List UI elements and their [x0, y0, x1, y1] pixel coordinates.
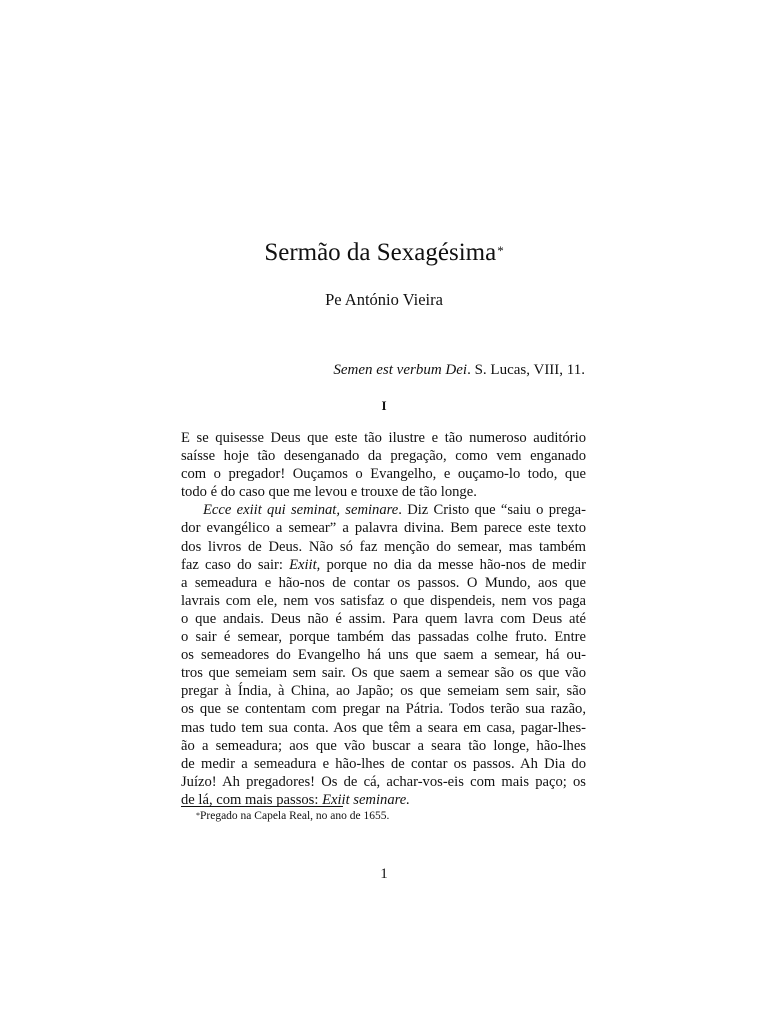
- section-heading: I: [381, 398, 387, 413]
- text-line: o sair é semear, porque também das passadas colhe fruto. Entre: [181, 629, 586, 646]
- text-line: ão a semeadura; aos que vão buscar a seara tão longe, hão-lhes: [181, 737, 586, 754]
- page-number: 1: [380, 866, 388, 882]
- text-line: mas tudo tem sua conta. Aos que têm a seara em casa, pagar-lhes-: [181, 719, 586, 736]
- text-fragment: faz caso do sair:: [181, 556, 290, 573]
- footnote: [196, 808, 389, 824]
- latin-quote: Ecce exiit qui seminat, seminare: [203, 502, 399, 519]
- text-line: os que se contentam com pregar na Pátria. Todos terão sua razão,: [181, 701, 586, 718]
- text-line: [181, 501, 586, 519]
- text-line: Juízo! Ah pregadores! Os de cá, achar-vos-eis com mais paço; os: [181, 773, 586, 790]
- body-text: [181, 429, 586, 809]
- footnote-reference-mark[interactable]: *: [497, 243, 504, 258]
- text-fragment: de lá, com mais passos:: [181, 791, 323, 808]
- paragraph-1: [181, 429, 586, 501]
- paragraph-2: [181, 501, 586, 809]
- text-line: pregar à Índia, à China, ao Japão; os que semeiam sem sair, são: [181, 683, 586, 700]
- text-fragment: , porque no dia da messe hão-nos de medir: [316, 556, 586, 573]
- sermon-title: [0, 237, 768, 269]
- epigraph: [333, 360, 585, 380]
- text-line: com o pregador! Ouçamos o Evangelho, e ouçamo-lo todo, que: [181, 466, 586, 483]
- text-line: E se quisesse Deus que este tão ilustre e tão numeroso auditório: [181, 430, 586, 446]
- text-line: [181, 556, 586, 574]
- text-line: de medir a semeadura e hão-lhes de contar os passos. Ah Dia do: [181, 755, 586, 772]
- text-line: dor evangélico a semear” a palavra divina. Bem parece este texto: [181, 520, 586, 537]
- text-line: lavrais com ele, nem vos satisfaz o que dispendeis, nem vos paga: [181, 592, 586, 609]
- text-line: a semeadura e hão-nos de contar os passos. O Mundo, aos que: [181, 574, 586, 591]
- text-line: o que andais. Deus não é assim. Para quem lavra com Deus até: [181, 610, 586, 627]
- epigraph-latin: Semen est verbum Dei: [333, 362, 468, 378]
- text-line: dos livros de Deus. Não só faz menção do semear, mas também: [181, 538, 586, 555]
- text-line: os semeadores do Evangelho há uns que saem a semear, há ou-: [181, 647, 586, 664]
- latin-quote: Exiit seminare.: [322, 791, 410, 808]
- sermon-title-text: Sermão da Sexagésima: [264, 239, 497, 266]
- latin-word: Exiit: [289, 556, 317, 573]
- text-fragment: . Diz Cristo que “saiu o prega-: [398, 502, 586, 519]
- text-line: saísse hoje tão desenganado da pregação, como vem enganado: [181, 448, 586, 465]
- text-line: tros que semeiam sem sair. Os que saem a semear são os que vão: [181, 665, 586, 682]
- footnote-text: Pregado na Capela Real, no ano de 1655.: [200, 810, 390, 822]
- footnote-mark: *: [196, 811, 200, 820]
- text-line: todo é do caso que me levou e trouxe de tão longe.: [181, 484, 477, 501]
- footnote-divider: [181, 806, 343, 807]
- author-name: Pe António Vieira: [325, 290, 443, 309]
- epigraph-reference: . S. Lucas, VIII, 11.: [467, 362, 585, 378]
